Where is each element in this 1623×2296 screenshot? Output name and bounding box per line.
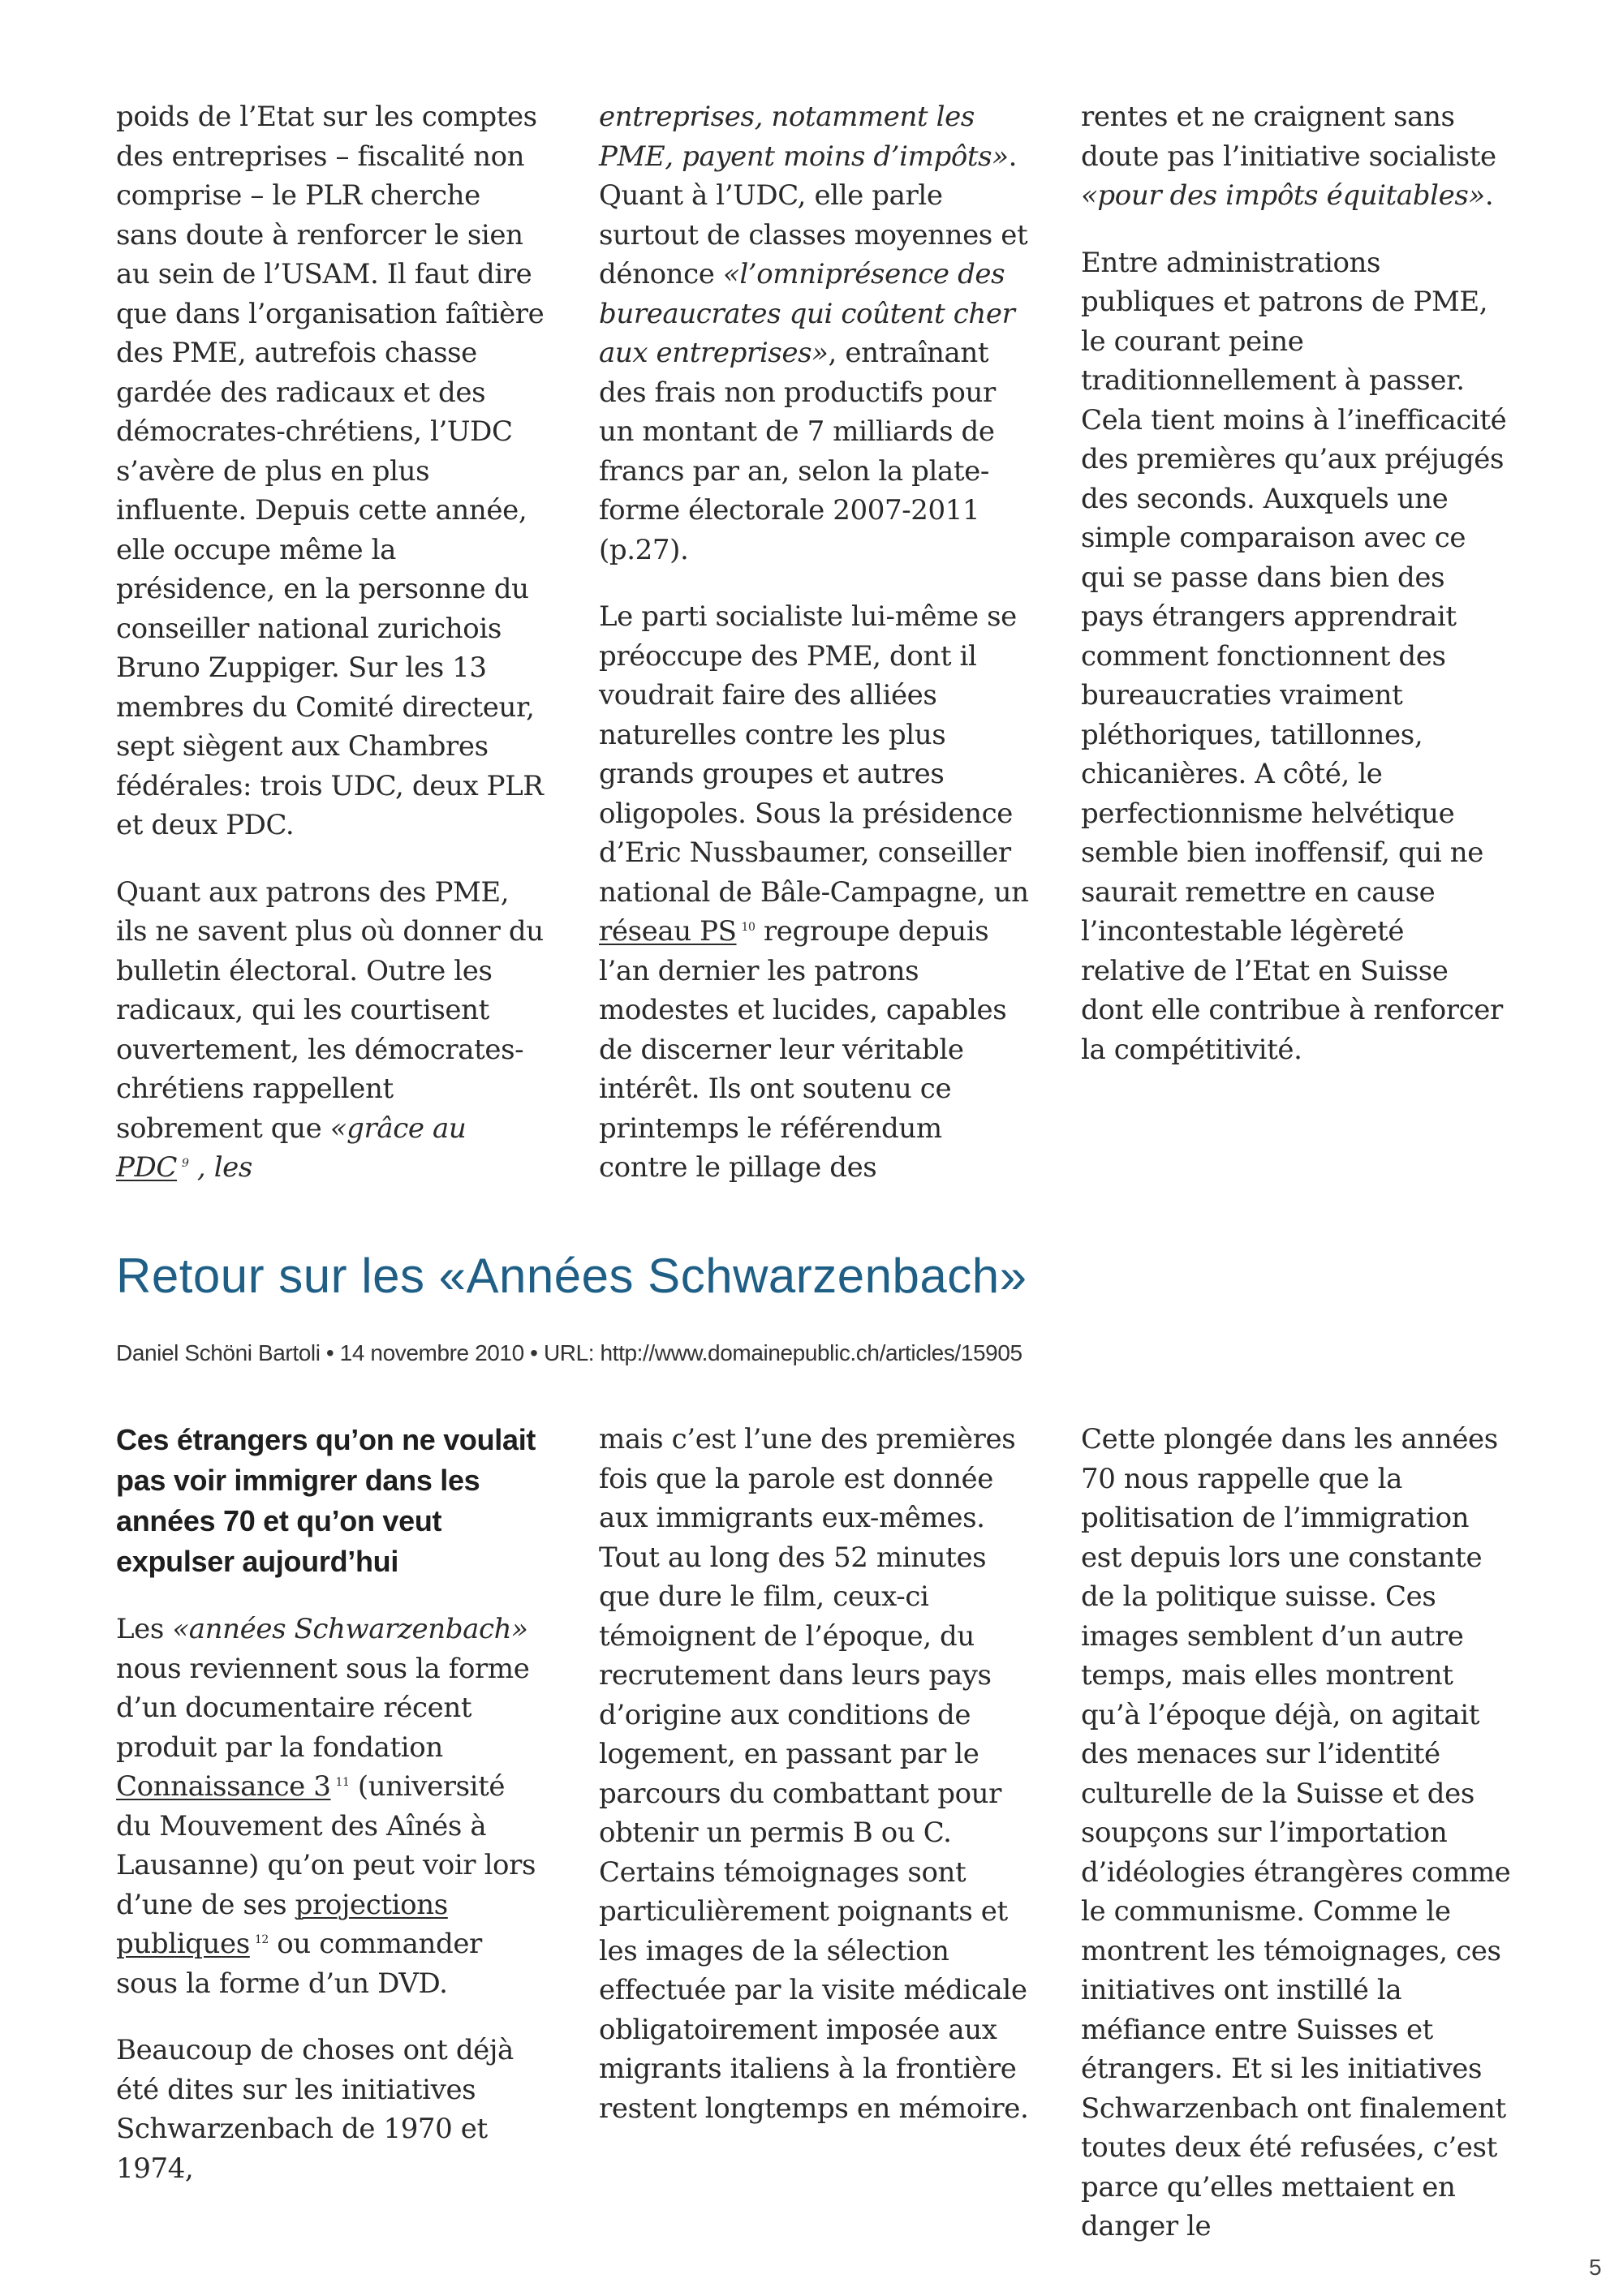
article-column-3 bbox=[1081, 1420, 1511, 2247]
prev-article-column-2 bbox=[599, 97, 1029, 1188]
pdc-link[interactable]: PDC bbox=[116, 1151, 177, 1184]
reseau-ps-link[interactable]: réseau PS bbox=[599, 915, 737, 948]
article-column-1 bbox=[116, 1420, 546, 2188]
paragraph: mais c’est l’une des premières fois que la parole est donnée aux immigrants eux-mêmes. Tout au long des 52 minutes que dure le film, ceux-ci témoignent de l’époque, du recrutement dans leurs pays d’origine aux conditions de logement, en passant par le parcours du combattant pour obtenir un permis B ou C. Certains témoignages sont particulièrement poignants et les images de la sélection effectuée par la visite médicale obligatoirement imposée aux migrants italiens à la frontière restent longtemps en mémoire. bbox=[599, 1423, 1029, 2125]
paragraph: rentes et ne craignent sans doute pas l’initiative socialiste «pour des impôts équitables». bbox=[1081, 101, 1496, 212]
paragraph bbox=[599, 597, 1029, 1188]
footnote-ref: 9 bbox=[181, 1157, 189, 1170]
text: ou commander sous la forme d’un DVD. bbox=[116, 1928, 482, 2000]
text: rentes et ne craignent sans doute pas l’initiative socialiste bbox=[1081, 101, 1496, 173]
quote: «années Schwarzenbach» bbox=[172, 1613, 528, 1645]
paragraph bbox=[116, 873, 546, 1188]
text: Le parti socialiste lui-même se préoccupe des PME, dont il voudrait faire des alliées naturelles contre les plus grands groupes et autres oligopoles. Sous la présidence d’Eric Nussbaumer, conseiller national de Bâle-Campagne, un bbox=[599, 600, 1029, 909]
article-title: Retour sur les «Années Schwarzenbach» bbox=[116, 1249, 1027, 1303]
quote: «l’omniprésence des bureaucrates qui coûtent cher aux entreprises» bbox=[599, 258, 1015, 369]
paragraph: Les «années Schwarzenbach» nous reviennent sous la forme d’un documentaire récent produit par la fondation Connaissance 3 $^{11}$ (université du Mouvement des Aînés à Lausanne) qu’on peut voir lors d’une de ses projections publiques $^{12}$ ou commander sous la forme d’un DVD. bbox=[116, 1613, 536, 2000]
paragraph: Beaucoup de choses ont déjà été dites sur les initiatives Schwarzenbach de 1970 et 1974, bbox=[116, 2034, 514, 2185]
text: . Quant à l’UDC, elle parle surtout de classes moyennes et dénonce bbox=[599, 140, 1028, 290]
footnote-ref: 10 bbox=[741, 921, 756, 934]
quote: «grâce au PDC $^9$ , les bbox=[116, 1111, 467, 1184]
prev-article-column-3 bbox=[1081, 97, 1511, 1069]
article-lead: Ces étrangers qu’on ne voulait pas voir immigrer dans les années 70 et qu’on veut expulser aujourd’hui bbox=[116, 1423, 536, 1578]
paragraph bbox=[599, 97, 1029, 570]
paragraph: Entre administrations publiques et patrons de PME, le courant peine traditionnellement à passer. Cela tient moins à l’inefficacité des premières qu’aux préjugés des seconds. Auxquels une simple comparaison avec ce qui se passe dans bien des pays étrangers apprendrait comment fonctionnent des bureaucraties vraiment pléthoriques, tatillonnes, chicanières. A côté, le perfectionnisme helvétique semble bien inoffensif, qui ne saurait remettre en cause l’incontestable légèreté relative de l’Etat en Suisse dont elle contribue à renforcer la compétitivité. bbox=[1081, 246, 1507, 1066]
text: (université du Mouvement des Aînés à Lausanne) qu’on peut voir lors d’une de ses bbox=[116, 1770, 536, 1921]
text: , entraînant des frais non productifs pour un montant de 7 milliards de francs par an, selon la plate-forme électorale 2007-2011 (p.27). bbox=[599, 337, 996, 566]
quote: «pour des impôts équitables» bbox=[1081, 179, 1485, 212]
text: regroupe depuis l’an dernier les patrons modestes et lucides, capables de discerner leur véritable intérêt. Ils ont soutenu ce printemps le référendum contre le pillage des bbox=[599, 915, 1007, 1184]
footnote-ref: 11 bbox=[335, 1776, 350, 1789]
text: nous reviennent sous la forme d’un documentaire récent produit par la fondation bbox=[116, 1652, 530, 1764]
paragraph: Cette plongée dans les années 70 nous rappelle que la politisation de l’immigration est depuis lors une constante de la politique suisse. Ces images semblent d’un autre temps, mais elles montrent qu’à l’époque déjà, on agitait des menaces sur l’identité culturelle de la Suisse et des soupçons sur l’importation d’idéologies étrangères comme le communisme. Comme le montrent les témoignages, ces initiatives ont instillé la méfiance entre Suisses et étrangers. Et si les initiatives Schwarzenbach ont finalement toutes deux été refusées, c’est parce qu’elles mettaient en danger le bbox=[1081, 1423, 1511, 2242]
connaissance-3-link[interactable]: Connaissance 3 bbox=[116, 1770, 331, 1803]
quote: entreprises, notamment les PME, payent moins d’impôts» bbox=[599, 101, 1009, 173]
projections-publiques-link[interactable]: projections publiques bbox=[116, 1888, 448, 1960]
paragraph: poids de l’Etat sur les comptes des entreprises – fiscalité non comprise – le PLR cherche sans doute à renforcer le sien au sein de l’USAM. Il faut dire que dans l’organisation faîtière des PME, autrefois chasse gardée des radicaux et des démocrates-chrétiens, l’UDC s’avère de plus en plus influente. Depuis cette année, elle occupe même la présidence, en la personne du conseiller national zurichois Bruno Zuppiger. Sur les 13 membres du Comité directeur, sept siègent aux Chambres fédérales: trois UDC, deux PLR et deux PDC. bbox=[116, 101, 545, 841]
article-byline: Daniel Schöni Bartoli • 14 novembre 2010 • URL: http://www.domainepublic.ch/articles/15905 bbox=[116, 1340, 1022, 1365]
prev-article-column-1 bbox=[116, 97, 546, 1188]
article-column-2 bbox=[599, 1420, 1029, 2128]
page-number: 5 bbox=[1589, 2255, 1602, 2280]
footnote-ref: 12 bbox=[254, 1933, 269, 1946]
text: Quant aux patrons des PME, ils ne savent plus où donner du bulletin électoral. Outre les radicaux, qui les courtisent ouvertement, les démocrates-chrétiens rappellent sobrement que bbox=[116, 875, 544, 1145]
